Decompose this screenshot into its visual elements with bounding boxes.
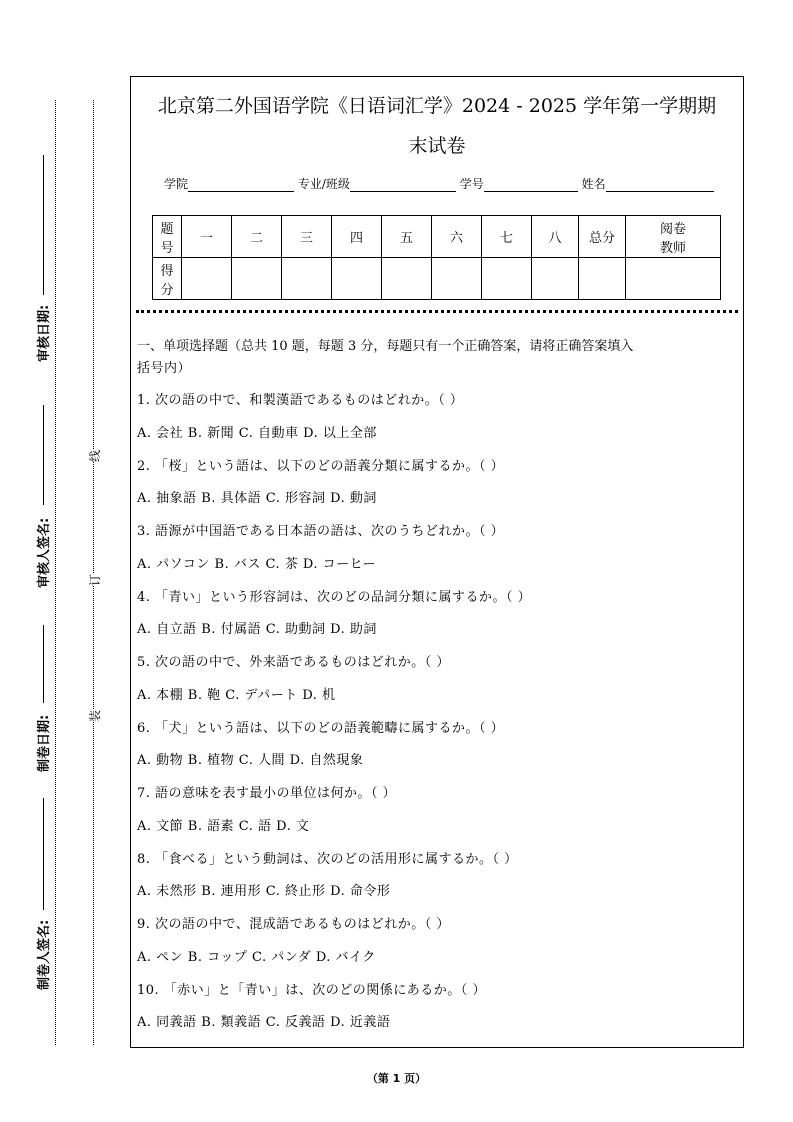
question-10: 10. 「赤い」と「青い」は、次のどの関係にあるか。（ ） [137,983,486,998]
question-7: 7. 語の意味を表す最小の単位は何か。（ ） [137,786,397,801]
col-header-3: 三 [282,216,332,258]
score-cell-5[interactable] [382,258,432,300]
reviewer-date-label: 审核日期: [37,304,52,362]
options-10: A. 同義語 B. 類義語 C. 反義語 D. 近義語 [137,1015,391,1030]
col-header-1: 一 [182,216,232,258]
header-cell-defen [153,258,182,300]
options-2: A. 抽象語 B. 具体語 C. 形容詞 D. 動詞 [137,491,377,506]
options-6: A. 動物 B. 植物 C. 人間 D. 自然現象 [137,753,364,768]
school-blank[interactable] [188,179,294,192]
col-header-total: 总分 [579,216,626,258]
question-1: 1. 次の語の中で、和製漢語であるものはどれか。（ ） [137,393,464,408]
defen-char-1: 得 [160,263,174,279]
score-cell-7[interactable] [482,258,532,300]
col-header-grader [626,216,721,258]
score-cell-2[interactable] [232,258,282,300]
options-3: A. パソコン B. バス C. 茶 D. コーヒー [137,557,377,572]
score-cell-8[interactable] [532,258,579,300]
score-cell-grader[interactable] [626,258,721,300]
exam-title-line2: 末试卷 [408,135,466,157]
options-8: A. 未然形 B. 連用形 C. 終止形 D. 命令形 [137,884,391,899]
tihao-char-2: 号 [160,240,174,256]
reviewer-sign-label: 审核人签名: [37,517,52,588]
question-6: 6. 「犬」という語は、以下のどの語義範疇に属するか。（ ） [137,721,505,736]
binding-dotted-line-outer [55,100,56,1045]
score-table-header-row [153,216,721,258]
page-number: （第 1 页） [366,1072,427,1085]
col-header-5: 五 [382,216,432,258]
score-table [152,215,721,300]
student-info-fields [164,175,714,192]
binding-word-line: 线 [88,449,102,462]
options-4: A. 自立語 B. 付属語 C. 助動詞 D. 助詞 [137,622,377,637]
col-header-8: 八 [532,216,579,258]
options-1: A. 会社 B. 新聞 C. 自動車 D. 以上全部 [137,426,377,441]
exam-frame [130,76,744,1048]
header-cell-tihao [153,216,182,258]
defen-char-2: 分 [160,282,174,298]
tihao-char-1: 题 [160,221,174,237]
question-9: 9. 次の語の中で、混成語であるものはどれか。（ ） [137,917,450,932]
col-header-2: 二 [232,216,282,258]
maker-sign-label: 制卷人签名: [37,919,52,990]
major-class-blank[interactable] [350,179,456,192]
score-cell-1[interactable] [182,258,232,300]
maker-sign-line [43,798,44,910]
exam-title-line1: 北京第二外国语学院《日语词汇学》2024 - 2025 学年第一学期期 [157,95,717,117]
student-id-label: 学号 [459,177,484,191]
section-separator [136,310,738,313]
grader-line1: 阅卷 [659,221,686,237]
score-cell-3[interactable] [282,258,332,300]
score-cell-6[interactable] [432,258,482,300]
reviewer-sign-line [43,405,44,505]
major-class-label: 专业/班级 [297,177,350,191]
options-5: A. 本棚 B. 鞄 C. デパート D. 机 [137,688,336,703]
col-header-6: 六 [432,216,482,258]
score-table-score-row [153,258,721,300]
maker-date-line [43,625,44,703]
name-label: 姓名 [581,177,606,191]
score-cell-4[interactable] [332,258,382,300]
col-header-7: 七 [482,216,532,258]
name-blank[interactable] [606,179,714,192]
score-cell-total[interactable] [579,258,626,300]
col-header-4: 四 [332,216,382,258]
grader-line2: 教师 [659,240,686,256]
question-5: 5. 次の語の中で、外来語であるものはどれか。（ ） [137,655,450,670]
section-instruction-line2: 括号内） [137,361,192,376]
question-3: 3. 語源が中国語である日本語の語は、次のうちどれか。（ ） [137,524,505,539]
student-id-blank[interactable] [484,179,578,192]
question-2: 2. 「桜」という語は、以下のどの語義分類に属するか。（ ） [137,459,505,474]
options-7: A. 文節 B. 語素 C. 語 D. 文 [137,819,310,834]
question-8: 8. 「食べる」という動詞は、次のどの活用形に属するか。（ ） [137,852,518,867]
options-9: A. ペン B. コップ C. パンダ D. バイク [137,950,376,965]
question-4: 4. 「青い」という形容詞は、次のどの品詞分類に属するか。（ ） [137,590,532,605]
section-instruction-line1: 一、单项选择题（总共 10 题，每题 3 分，每题只有一个正确答案，请将正确答案填入 [137,339,634,354]
reviewer-date-line [43,155,44,295]
binding-dotted-line-inner [93,100,94,1045]
binding-word-zhuang: 装 [88,709,102,722]
binding-word-ding: 订 [88,573,102,586]
maker-date-label: 制卷日期: [37,714,52,772]
school-label: 学院 [164,177,189,191]
